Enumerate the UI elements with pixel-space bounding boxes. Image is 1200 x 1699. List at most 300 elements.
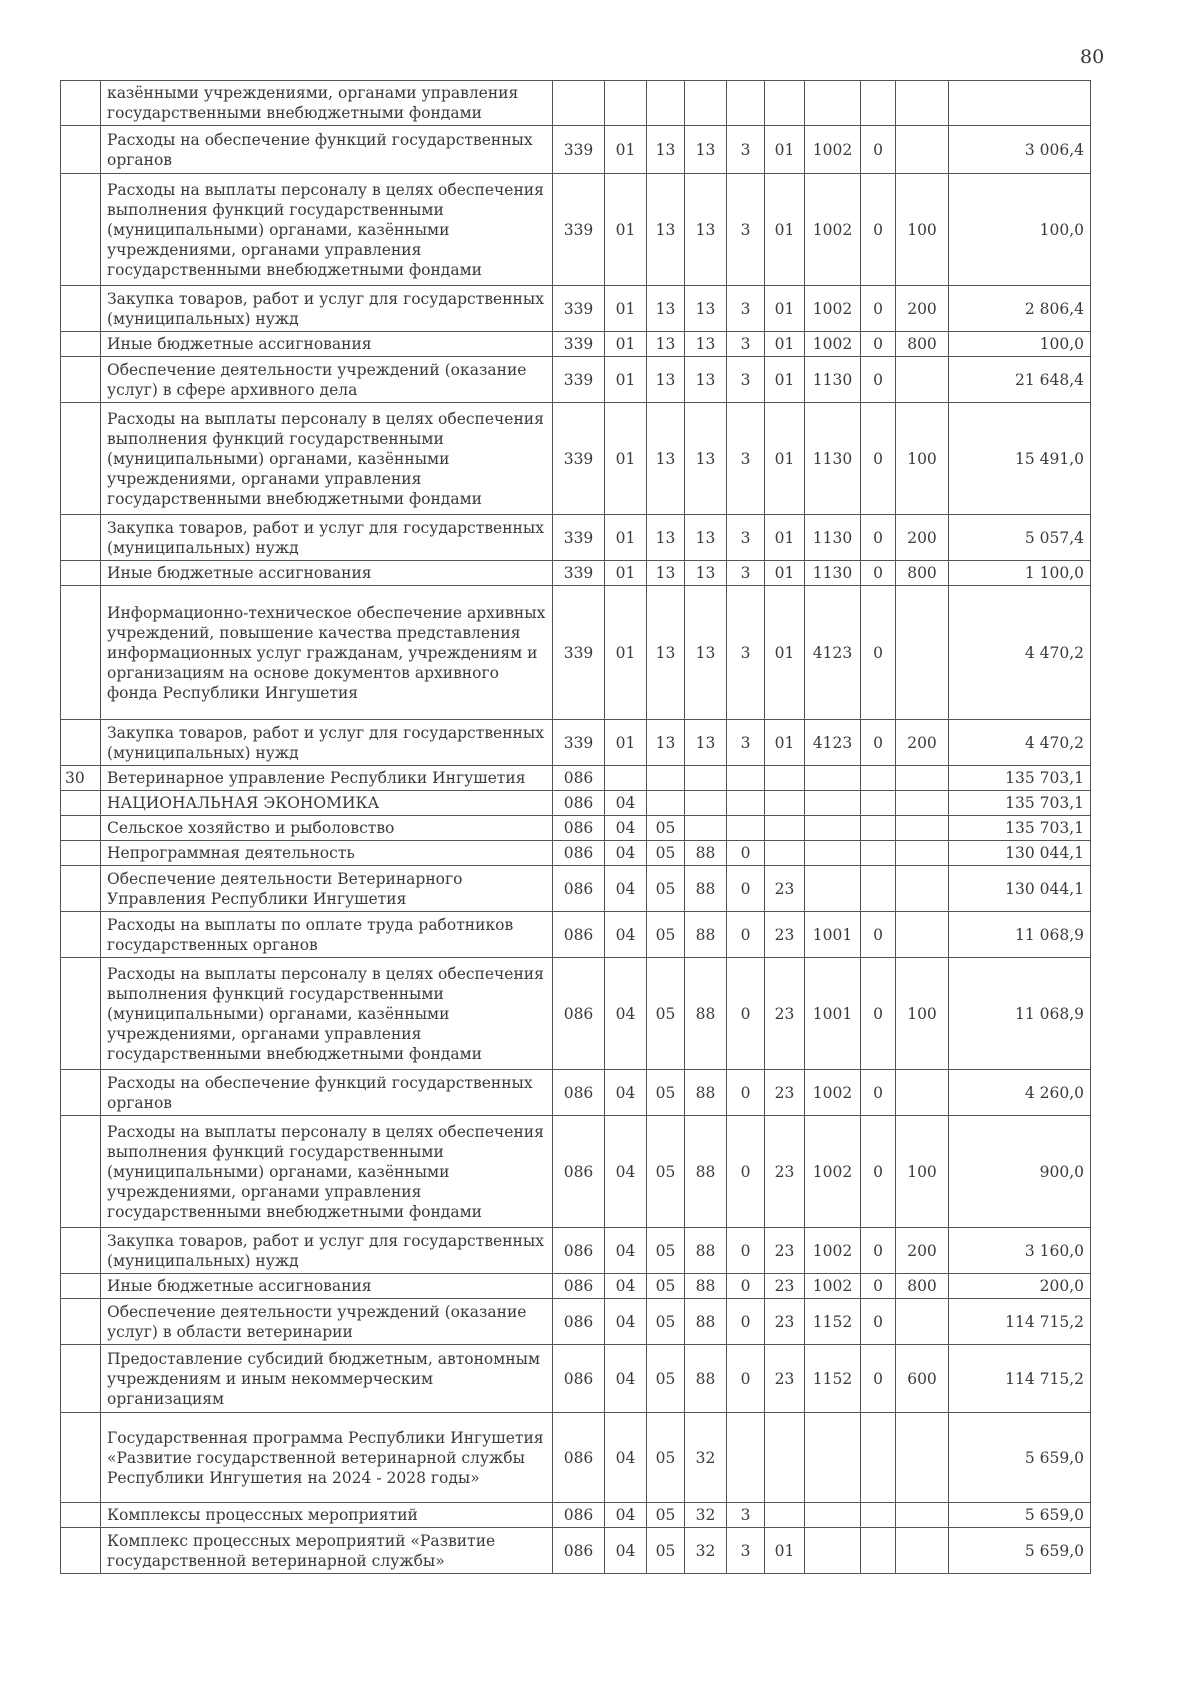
- code-cell-1: 339: [553, 586, 605, 720]
- code-cell-8: 0: [861, 1345, 896, 1413]
- table-row: [61, 1116, 1091, 1228]
- row-name-cell: Иные бюджетные ассигнования: [101, 332, 553, 357]
- code-cell-6: 01: [765, 332, 805, 357]
- code-cell-5: 3: [727, 126, 765, 174]
- row-number-cell: [61, 1345, 101, 1413]
- code-cell-6: 23: [765, 1274, 805, 1299]
- code-cell-6: 01: [765, 286, 805, 332]
- code-cell-1: 086: [553, 766, 605, 791]
- code-cell-5: 0: [727, 1274, 765, 1299]
- code-cell-9: 100: [896, 403, 949, 515]
- table-row: [61, 126, 1091, 174]
- amount-cell: 3 160,0: [949, 1228, 1091, 1274]
- code-cell-5: [727, 1413, 765, 1503]
- code-cell-1: 086: [553, 1413, 605, 1503]
- amount-cell: 200,0: [949, 1274, 1091, 1299]
- code-cell-4: 88: [685, 912, 727, 958]
- code-cell-2: 04: [605, 1274, 647, 1299]
- amount-cell: 5 659,0: [949, 1528, 1091, 1574]
- code-cell-8: 0: [861, 586, 896, 720]
- code-cell-9: 100: [896, 174, 949, 286]
- code-cell-2: 01: [605, 357, 647, 403]
- row-name-cell: Расходы на выплаты по оплате труда работников государственных органов: [101, 912, 553, 958]
- code-cell-7: 1002: [805, 332, 861, 357]
- code-cell-2: 04: [605, 1345, 647, 1413]
- code-cell-4: 13: [685, 126, 727, 174]
- code-cell-4: 32: [685, 1503, 727, 1528]
- code-cell-7: 1130: [805, 403, 861, 515]
- row-number-cell: [61, 1228, 101, 1274]
- code-cell-3: 13: [647, 586, 685, 720]
- row-name-cell: Предоставление субсидий бюджетным, автономным учреждениям и иным некоммерческим организациям: [101, 1345, 553, 1413]
- code-cell-9: [896, 1299, 949, 1345]
- table-row: [61, 1503, 1091, 1528]
- amount-cell: 114 715,2: [949, 1345, 1091, 1413]
- code-cell-9: 600: [896, 1345, 949, 1413]
- row-number-cell: 30: [61, 766, 101, 791]
- code-cell-3: 13: [647, 332, 685, 357]
- row-number-cell: [61, 561, 101, 586]
- code-cell-5: 0: [727, 1299, 765, 1345]
- table-row: [61, 81, 1091, 126]
- code-cell-6: 01: [765, 561, 805, 586]
- code-cell-6: [765, 766, 805, 791]
- code-cell-8: 0: [861, 1116, 896, 1228]
- code-cell-9: 200: [896, 1228, 949, 1274]
- row-name-cell: Сельское хозяйство и рыболовство: [101, 816, 553, 841]
- code-cell-3: 05: [647, 912, 685, 958]
- code-cell-8: 0: [861, 286, 896, 332]
- code-cell-5: 0: [727, 841, 765, 866]
- code-cell-2: 04: [605, 1070, 647, 1116]
- amount-cell: 11 068,9: [949, 912, 1091, 958]
- code-cell-3: 13: [647, 403, 685, 515]
- table-row: [61, 912, 1091, 958]
- code-cell-3: 05: [647, 816, 685, 841]
- code-cell-9: 100: [896, 1116, 949, 1228]
- table-row: [61, 1228, 1091, 1274]
- code-cell-3: 05: [647, 866, 685, 912]
- code-cell-3: 13: [647, 126, 685, 174]
- amount-cell: 5 659,0: [949, 1413, 1091, 1503]
- table-row: [61, 332, 1091, 357]
- code-cell-2: 01: [605, 174, 647, 286]
- code-cell-8: 0: [861, 332, 896, 357]
- code-cell-2: 04: [605, 958, 647, 1070]
- table-row: [61, 357, 1091, 403]
- code-cell-1: 339: [553, 403, 605, 515]
- code-cell-2: 01: [605, 515, 647, 561]
- row-number-cell: [61, 1274, 101, 1299]
- code-cell-2: 01: [605, 126, 647, 174]
- code-cell-1: 339: [553, 286, 605, 332]
- row-number-cell: [61, 1116, 101, 1228]
- row-number-cell: [61, 816, 101, 841]
- code-cell-9: [896, 791, 949, 816]
- code-cell-6: [765, 791, 805, 816]
- code-cell-2: 01: [605, 403, 647, 515]
- code-cell-3: 13: [647, 515, 685, 561]
- row-name-cell: казёнными учреждениями, органами управления государственными внебюджетными фондами: [101, 81, 553, 126]
- code-cell-5: 0: [727, 866, 765, 912]
- table-row: [61, 1299, 1091, 1345]
- amount-cell: 135 703,1: [949, 791, 1091, 816]
- code-cell-2: 04: [605, 912, 647, 958]
- code-cell-8: 0: [861, 357, 896, 403]
- code-cell-3: 05: [647, 1299, 685, 1345]
- code-cell-2: 04: [605, 816, 647, 841]
- code-cell-9: [896, 357, 949, 403]
- code-cell-3: 05: [647, 1413, 685, 1503]
- row-number-cell: [61, 126, 101, 174]
- code-cell-9: [896, 766, 949, 791]
- code-cell-7: 1001: [805, 958, 861, 1070]
- row-name-cell: Закупка товаров, работ и услуг для государственных (муниципальных) нужд: [101, 515, 553, 561]
- code-cell-6: [765, 1503, 805, 1528]
- code-cell-5: 3: [727, 1528, 765, 1574]
- table-row: [61, 866, 1091, 912]
- code-cell-3: 13: [647, 286, 685, 332]
- code-cell-1: 339: [553, 126, 605, 174]
- code-cell-7: 1001: [805, 912, 861, 958]
- code-cell-1: [553, 81, 605, 126]
- code-cell-7: [805, 866, 861, 912]
- amount-cell: 21 648,4: [949, 357, 1091, 403]
- code-cell-5: 3: [727, 403, 765, 515]
- code-cell-4: 13: [685, 174, 727, 286]
- amount-cell: 5 057,4: [949, 515, 1091, 561]
- row-name-cell: НАЦИОНАЛЬНАЯ ЭКОНОМИКА: [101, 791, 553, 816]
- row-number-cell: [61, 791, 101, 816]
- code-cell-2: 01: [605, 561, 647, 586]
- code-cell-9: [896, 912, 949, 958]
- code-cell-8: [861, 766, 896, 791]
- table-row: [61, 1413, 1091, 1503]
- code-cell-6: [765, 816, 805, 841]
- code-cell-7: [805, 1503, 861, 1528]
- code-cell-8: [861, 1503, 896, 1528]
- row-name-cell: Непрограммная деятельность: [101, 841, 553, 866]
- code-cell-4: 13: [685, 720, 727, 766]
- code-cell-5: 3: [727, 561, 765, 586]
- code-cell-6: 01: [765, 357, 805, 403]
- row-name-cell: Расходы на выплаты персоналу в целях обеспечения выполнения функций государственными (муниципальными) органами, казёнными учреждениями, органами управления государственными внебюджетными фондами: [101, 1116, 553, 1228]
- code-cell-5: 0: [727, 1116, 765, 1228]
- code-cell-9: [896, 81, 949, 126]
- code-cell-9: [896, 866, 949, 912]
- row-number-cell: [61, 81, 101, 126]
- table-row: [61, 958, 1091, 1070]
- row-number-cell: [61, 286, 101, 332]
- code-cell-3: 05: [647, 1274, 685, 1299]
- row-name-cell: Государственная программа Республики Ингушетия «Развитие государственной ветеринарной службы Республики Ингушетия на 2024 - 2028 годы»: [101, 1413, 553, 1503]
- row-number-cell: [61, 174, 101, 286]
- code-cell-5: 3: [727, 357, 765, 403]
- code-cell-1: 086: [553, 1274, 605, 1299]
- code-cell-1: 086: [553, 1528, 605, 1574]
- code-cell-4: 13: [685, 586, 727, 720]
- code-cell-7: 4123: [805, 720, 861, 766]
- amount-cell: 100,0: [949, 332, 1091, 357]
- code-cell-4: 88: [685, 841, 727, 866]
- code-cell-4: [685, 766, 727, 791]
- code-cell-3: [647, 81, 685, 126]
- code-cell-6: 01: [765, 720, 805, 766]
- code-cell-9: 200: [896, 720, 949, 766]
- code-cell-7: 4123: [805, 586, 861, 720]
- code-cell-4: 13: [685, 561, 727, 586]
- code-cell-1: 086: [553, 1070, 605, 1116]
- code-cell-5: 3: [727, 515, 765, 561]
- code-cell-5: [727, 766, 765, 791]
- code-cell-8: [861, 791, 896, 816]
- table-row: [61, 586, 1091, 720]
- code-cell-9: 800: [896, 1274, 949, 1299]
- code-cell-4: 88: [685, 1299, 727, 1345]
- row-name-cell: Расходы на обеспечение функций государственных органов: [101, 1070, 553, 1116]
- code-cell-5: 0: [727, 1228, 765, 1274]
- code-cell-1: 086: [553, 1299, 605, 1345]
- amount-cell: 4 470,2: [949, 720, 1091, 766]
- table-body: [61, 81, 1091, 1574]
- row-name-cell: Информационно-техническое обеспечение архивных учреждений, повышение качества представления информационных услуг гражданам, учреждениям и организациям на основе документов архивного фонда Республики Ингушетия: [101, 586, 553, 720]
- table-row: [61, 515, 1091, 561]
- amount-cell: 114 715,2: [949, 1299, 1091, 1345]
- code-cell-4: 88: [685, 1116, 727, 1228]
- row-name-cell: Ветеринарное управление Республики Ингушетия: [101, 766, 553, 791]
- code-cell-6: 01: [765, 1528, 805, 1574]
- code-cell-9: [896, 816, 949, 841]
- row-name-cell: Обеспечение деятельности Ветеринарного Управления Республики Ингушетия: [101, 866, 553, 912]
- code-cell-5: 3: [727, 586, 765, 720]
- code-cell-7: [805, 1413, 861, 1503]
- code-cell-9: [896, 1070, 949, 1116]
- row-name-cell: Комплексы процессных мероприятий: [101, 1503, 553, 1528]
- amount-cell: 135 703,1: [949, 766, 1091, 791]
- row-name-cell: Закупка товаров, работ и услуг для государственных (муниципальных) нужд: [101, 720, 553, 766]
- code-cell-5: 3: [727, 286, 765, 332]
- amount-cell: 1 100,0: [949, 561, 1091, 586]
- code-cell-7: 1002: [805, 1274, 861, 1299]
- amount-cell: 5 659,0: [949, 1503, 1091, 1528]
- code-cell-4: 13: [685, 357, 727, 403]
- code-cell-4: [685, 81, 727, 126]
- table-row: [61, 1070, 1091, 1116]
- code-cell-2: [605, 81, 647, 126]
- code-cell-6: 01: [765, 126, 805, 174]
- code-cell-4: 88: [685, 1345, 727, 1413]
- table-row: [61, 561, 1091, 586]
- code-cell-5: 0: [727, 1070, 765, 1116]
- code-cell-8: [861, 1528, 896, 1574]
- row-number-cell: [61, 1413, 101, 1503]
- row-number-cell: [61, 958, 101, 1070]
- row-name-cell: Расходы на выплаты персоналу в целях обеспечения выполнения функций государственными (муниципальными) органами, казёнными учреждениями, органами управления государственными внебюджетными фондами: [101, 403, 553, 515]
- table-row: [61, 720, 1091, 766]
- code-cell-7: 1002: [805, 286, 861, 332]
- code-cell-8: 0: [861, 1299, 896, 1345]
- row-name-cell: Закупка товаров, работ и услуг для государственных (муниципальных) нужд: [101, 286, 553, 332]
- code-cell-2: 04: [605, 841, 647, 866]
- code-cell-7: 1130: [805, 357, 861, 403]
- row-number-cell: [61, 357, 101, 403]
- code-cell-9: [896, 1503, 949, 1528]
- code-cell-8: 0: [861, 515, 896, 561]
- row-number-cell: [61, 912, 101, 958]
- table-row: [61, 791, 1091, 816]
- code-cell-7: 1002: [805, 1116, 861, 1228]
- row-number-cell: [61, 403, 101, 515]
- code-cell-1: 086: [553, 841, 605, 866]
- code-cell-2: 04: [605, 1413, 647, 1503]
- amount-cell: [949, 81, 1091, 126]
- code-cell-5: [727, 791, 765, 816]
- row-number-cell: [61, 720, 101, 766]
- code-cell-8: 0: [861, 126, 896, 174]
- code-cell-1: 339: [553, 332, 605, 357]
- budget-table: [60, 80, 1091, 1574]
- code-cell-9: 800: [896, 561, 949, 586]
- code-cell-4: 32: [685, 1413, 727, 1503]
- code-cell-3: 05: [647, 1116, 685, 1228]
- code-cell-4: 88: [685, 866, 727, 912]
- code-cell-3: 13: [647, 720, 685, 766]
- row-number-cell: [61, 1503, 101, 1528]
- code-cell-3: [647, 791, 685, 816]
- amount-cell: 3 006,4: [949, 126, 1091, 174]
- table-row: [61, 403, 1091, 515]
- code-cell-6: 23: [765, 1116, 805, 1228]
- code-cell-4: 88: [685, 958, 727, 1070]
- code-cell-7: [805, 81, 861, 126]
- table-row: [61, 1274, 1091, 1299]
- code-cell-1: 086: [553, 958, 605, 1070]
- code-cell-1: 086: [553, 1345, 605, 1413]
- code-cell-6: 23: [765, 912, 805, 958]
- code-cell-2: 01: [605, 720, 647, 766]
- row-name-cell: Комплекс процессных мероприятий «Развитие государственной ветеринарной службы»: [101, 1528, 553, 1574]
- code-cell-7: [805, 841, 861, 866]
- table-row: [61, 766, 1091, 791]
- code-cell-6: 01: [765, 174, 805, 286]
- code-cell-7: 1002: [805, 126, 861, 174]
- row-name-cell: Закупка товаров, работ и услуг для государственных (муниципальных) нужд: [101, 1228, 553, 1274]
- code-cell-8: 0: [861, 912, 896, 958]
- amount-cell: 4 470,2: [949, 586, 1091, 720]
- code-cell-2: 04: [605, 1299, 647, 1345]
- code-cell-9: 800: [896, 332, 949, 357]
- code-cell-6: [765, 81, 805, 126]
- code-cell-5: 3: [727, 174, 765, 286]
- row-number-cell: [61, 1070, 101, 1116]
- code-cell-3: 13: [647, 174, 685, 286]
- code-cell-8: 0: [861, 174, 896, 286]
- code-cell-5: 3: [727, 1503, 765, 1528]
- code-cell-1: 086: [553, 1116, 605, 1228]
- code-cell-7: 1002: [805, 174, 861, 286]
- code-cell-4: 13: [685, 403, 727, 515]
- code-cell-9: 100: [896, 958, 949, 1070]
- code-cell-1: 086: [553, 866, 605, 912]
- code-cell-4: [685, 816, 727, 841]
- code-cell-6: 01: [765, 403, 805, 515]
- code-cell-7: 1002: [805, 1070, 861, 1116]
- code-cell-5: 3: [727, 332, 765, 357]
- code-cell-3: 05: [647, 1070, 685, 1116]
- code-cell-1: 086: [553, 1228, 605, 1274]
- table-row: [61, 816, 1091, 841]
- code-cell-8: 0: [861, 958, 896, 1070]
- table-row: [61, 174, 1091, 286]
- code-cell-6: 01: [765, 586, 805, 720]
- row-number-cell: [61, 515, 101, 561]
- code-cell-9: [896, 586, 949, 720]
- code-cell-7: 1002: [805, 1228, 861, 1274]
- code-cell-1: 086: [553, 912, 605, 958]
- code-cell-3: 05: [647, 841, 685, 866]
- code-cell-6: 23: [765, 1299, 805, 1345]
- code-cell-5: [727, 816, 765, 841]
- table-row: [61, 1345, 1091, 1413]
- code-cell-8: [861, 81, 896, 126]
- code-cell-9: 200: [896, 515, 949, 561]
- code-cell-9: [896, 841, 949, 866]
- code-cell-1: 339: [553, 174, 605, 286]
- code-cell-7: 1130: [805, 515, 861, 561]
- code-cell-8: 0: [861, 1274, 896, 1299]
- row-name-cell: Иные бюджетные ассигнования: [101, 1274, 553, 1299]
- code-cell-6: 01: [765, 515, 805, 561]
- code-cell-8: 0: [861, 1070, 896, 1116]
- code-cell-1: 339: [553, 357, 605, 403]
- code-cell-2: 04: [605, 1503, 647, 1528]
- amount-cell: 135 703,1: [949, 816, 1091, 841]
- code-cell-2: 04: [605, 1228, 647, 1274]
- code-cell-6: [765, 1413, 805, 1503]
- code-cell-5: [727, 81, 765, 126]
- code-cell-3: 05: [647, 1528, 685, 1574]
- code-cell-8: 0: [861, 1228, 896, 1274]
- row-number-cell: [61, 1528, 101, 1574]
- amount-cell: 130 044,1: [949, 866, 1091, 912]
- page-number: 80: [1080, 46, 1105, 68]
- code-cell-2: 01: [605, 286, 647, 332]
- code-cell-1: 086: [553, 791, 605, 816]
- amount-cell: 11 068,9: [949, 958, 1091, 1070]
- code-cell-2: 01: [605, 332, 647, 357]
- code-cell-3: 13: [647, 357, 685, 403]
- code-cell-4: 13: [685, 515, 727, 561]
- code-cell-8: 0: [861, 720, 896, 766]
- table-row: [61, 286, 1091, 332]
- code-cell-6: 23: [765, 1228, 805, 1274]
- code-cell-7: [805, 791, 861, 816]
- table-row: [61, 1528, 1091, 1574]
- code-cell-7: 1152: [805, 1345, 861, 1413]
- code-cell-9: [896, 1528, 949, 1574]
- code-cell-1: 086: [553, 1503, 605, 1528]
- code-cell-7: 1152: [805, 1299, 861, 1345]
- code-cell-3: [647, 766, 685, 791]
- code-cell-6: 23: [765, 1070, 805, 1116]
- code-cell-4: 32: [685, 1528, 727, 1574]
- code-cell-2: [605, 766, 647, 791]
- code-cell-6: 23: [765, 958, 805, 1070]
- code-cell-3: 05: [647, 1503, 685, 1528]
- row-name-cell: Расходы на обеспечение функций государственных органов: [101, 126, 553, 174]
- code-cell-9: [896, 1413, 949, 1503]
- row-number-cell: [61, 586, 101, 720]
